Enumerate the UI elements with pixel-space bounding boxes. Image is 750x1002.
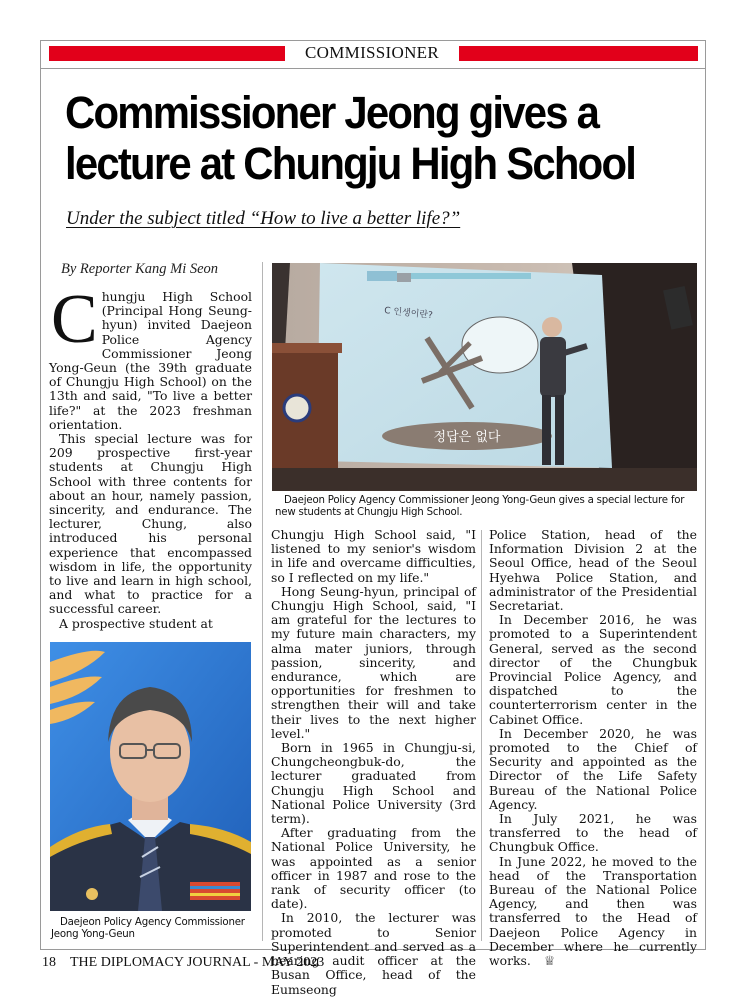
article-column-3 bbox=[489, 528, 697, 969]
section-accent-bar-left bbox=[49, 46, 285, 61]
column-divider bbox=[262, 262, 263, 941]
end-mark-icon: ♕ bbox=[543, 954, 556, 970]
lecture-photo bbox=[272, 263, 697, 491]
paragraph: Hong Seung-hyun, principal of Chungju High School, said, "I am grateful for the lectures to my future main characters, my alma mater juniors, through passion, sincerity, and endurance, which are opportunities for freshmen to strengthen their will and take their lives to the next higher level." bbox=[271, 583, 476, 741]
subheadline: Under the subject titled “How to live a better life?” bbox=[66, 208, 461, 229]
header-divider bbox=[40, 68, 706, 69]
publication-name: THE DIPLOMACY JOURNAL - MAY 2023 bbox=[70, 955, 325, 970]
paragraph bbox=[49, 281, 252, 432]
page-number: 18 bbox=[42, 955, 56, 970]
paragraph: In 2010, the lecturer was promoted to Senior Superintendent and served as a hearing audit officer at the Busan Office, head of the Eumseong bbox=[271, 910, 476, 997]
headline-line-1: Commissioner Jeong gives a bbox=[65, 87, 599, 138]
paragraph: Chungju High School said, "I listened to my senior's wisdom in life and overcame difficulties, so I reflected on my life." bbox=[271, 527, 476, 585]
portrait-illustration bbox=[50, 642, 251, 911]
lecture-photo-caption: Daejeon Policy Agency Commissioner Jeong Yong-Geun gives a special lecture for new students at Chungju High School. bbox=[275, 495, 685, 518]
paragraph: Police Station, head of the Information Division 2 at the Seoul Office, head of the Seoul Hyehwa Police Station, and administrator of the Presidential Secretariat. bbox=[489, 527, 697, 614]
paragraph: A prospective student at bbox=[59, 615, 213, 631]
section-accent-bar-right bbox=[459, 46, 698, 61]
article-column-2 bbox=[271, 528, 476, 997]
lecture-photo-illustration bbox=[272, 263, 697, 491]
article-column-1 bbox=[49, 281, 252, 631]
slide-banner: 정답은 없다 bbox=[433, 430, 501, 445]
paragraph: After graduating from the National Police University, he was appointed as a senior officer in 1987 and rose to the rank of security officer (to date). bbox=[271, 825, 476, 912]
paragraph: This special lecture was for 209 prospective first-year students at Chungju High School with three contents for about an hour, namely passion, sincerity, and endurance. The lecturer, Chung, also introduced his personal experience that encompassed wisdom in life, the opportunity to live and learn in high school, and what to practice for a successful career. bbox=[49, 431, 252, 617]
portrait-caption: Daejeon Policy Agency Commissioner Jeong Yong-Geun bbox=[51, 917, 245, 940]
headline bbox=[65, 87, 660, 189]
paragraph bbox=[489, 855, 697, 970]
paragraph: Born in 1965 in Chungju-si, Chungcheongbuk-do, the lecturer graduated from Chungju High School and National Police University (3rd term). bbox=[271, 740, 476, 827]
byline: By Reporter Kang Mi Seon bbox=[61, 261, 219, 277]
paragraph: In July 2021, he was transferred to the head of Chungbuk Office. bbox=[489, 811, 697, 855]
slide-title: C 인생이란? bbox=[383, 306, 434, 322]
column-divider bbox=[481, 530, 482, 941]
paragraph: In December 2020, he was promoted to the Chief of Security and appointed as the Director of the Life Safety Bureau of the National Police Agency. bbox=[489, 725, 697, 812]
page-footer bbox=[42, 955, 324, 971]
headline-line-2: lecture at Chungju High School bbox=[65, 138, 636, 189]
section-header bbox=[49, 45, 698, 61]
section-label: COMMISSIONER bbox=[305, 43, 439, 62]
drop-cap: C bbox=[51, 281, 98, 358]
paragraph-text: hungju High School (Principal Hong Seung-hyun) invited Daejeon Police Agency Commissioner Jeong Yong-Geun (the 39th graduate of Chungju High School) on the 13th and said, "To live a better life?" at the 2023 freshman orientation. bbox=[49, 289, 252, 432]
portrait-photo bbox=[50, 642, 251, 911]
paragraph-text: In June 2022, he moved to the head of the Transportation Bureau of the National Police Agency, and then was transferred to the Head of Daejeon Police Agency in December where he currently works. bbox=[489, 853, 697, 969]
paragraph: In December 2016, he was promoted to a Superintendent General, served as the second director of the Chungbuk Provincial Police Agency, and dispatched to the counterterrorism center in the Cabinet Office. bbox=[489, 612, 697, 727]
